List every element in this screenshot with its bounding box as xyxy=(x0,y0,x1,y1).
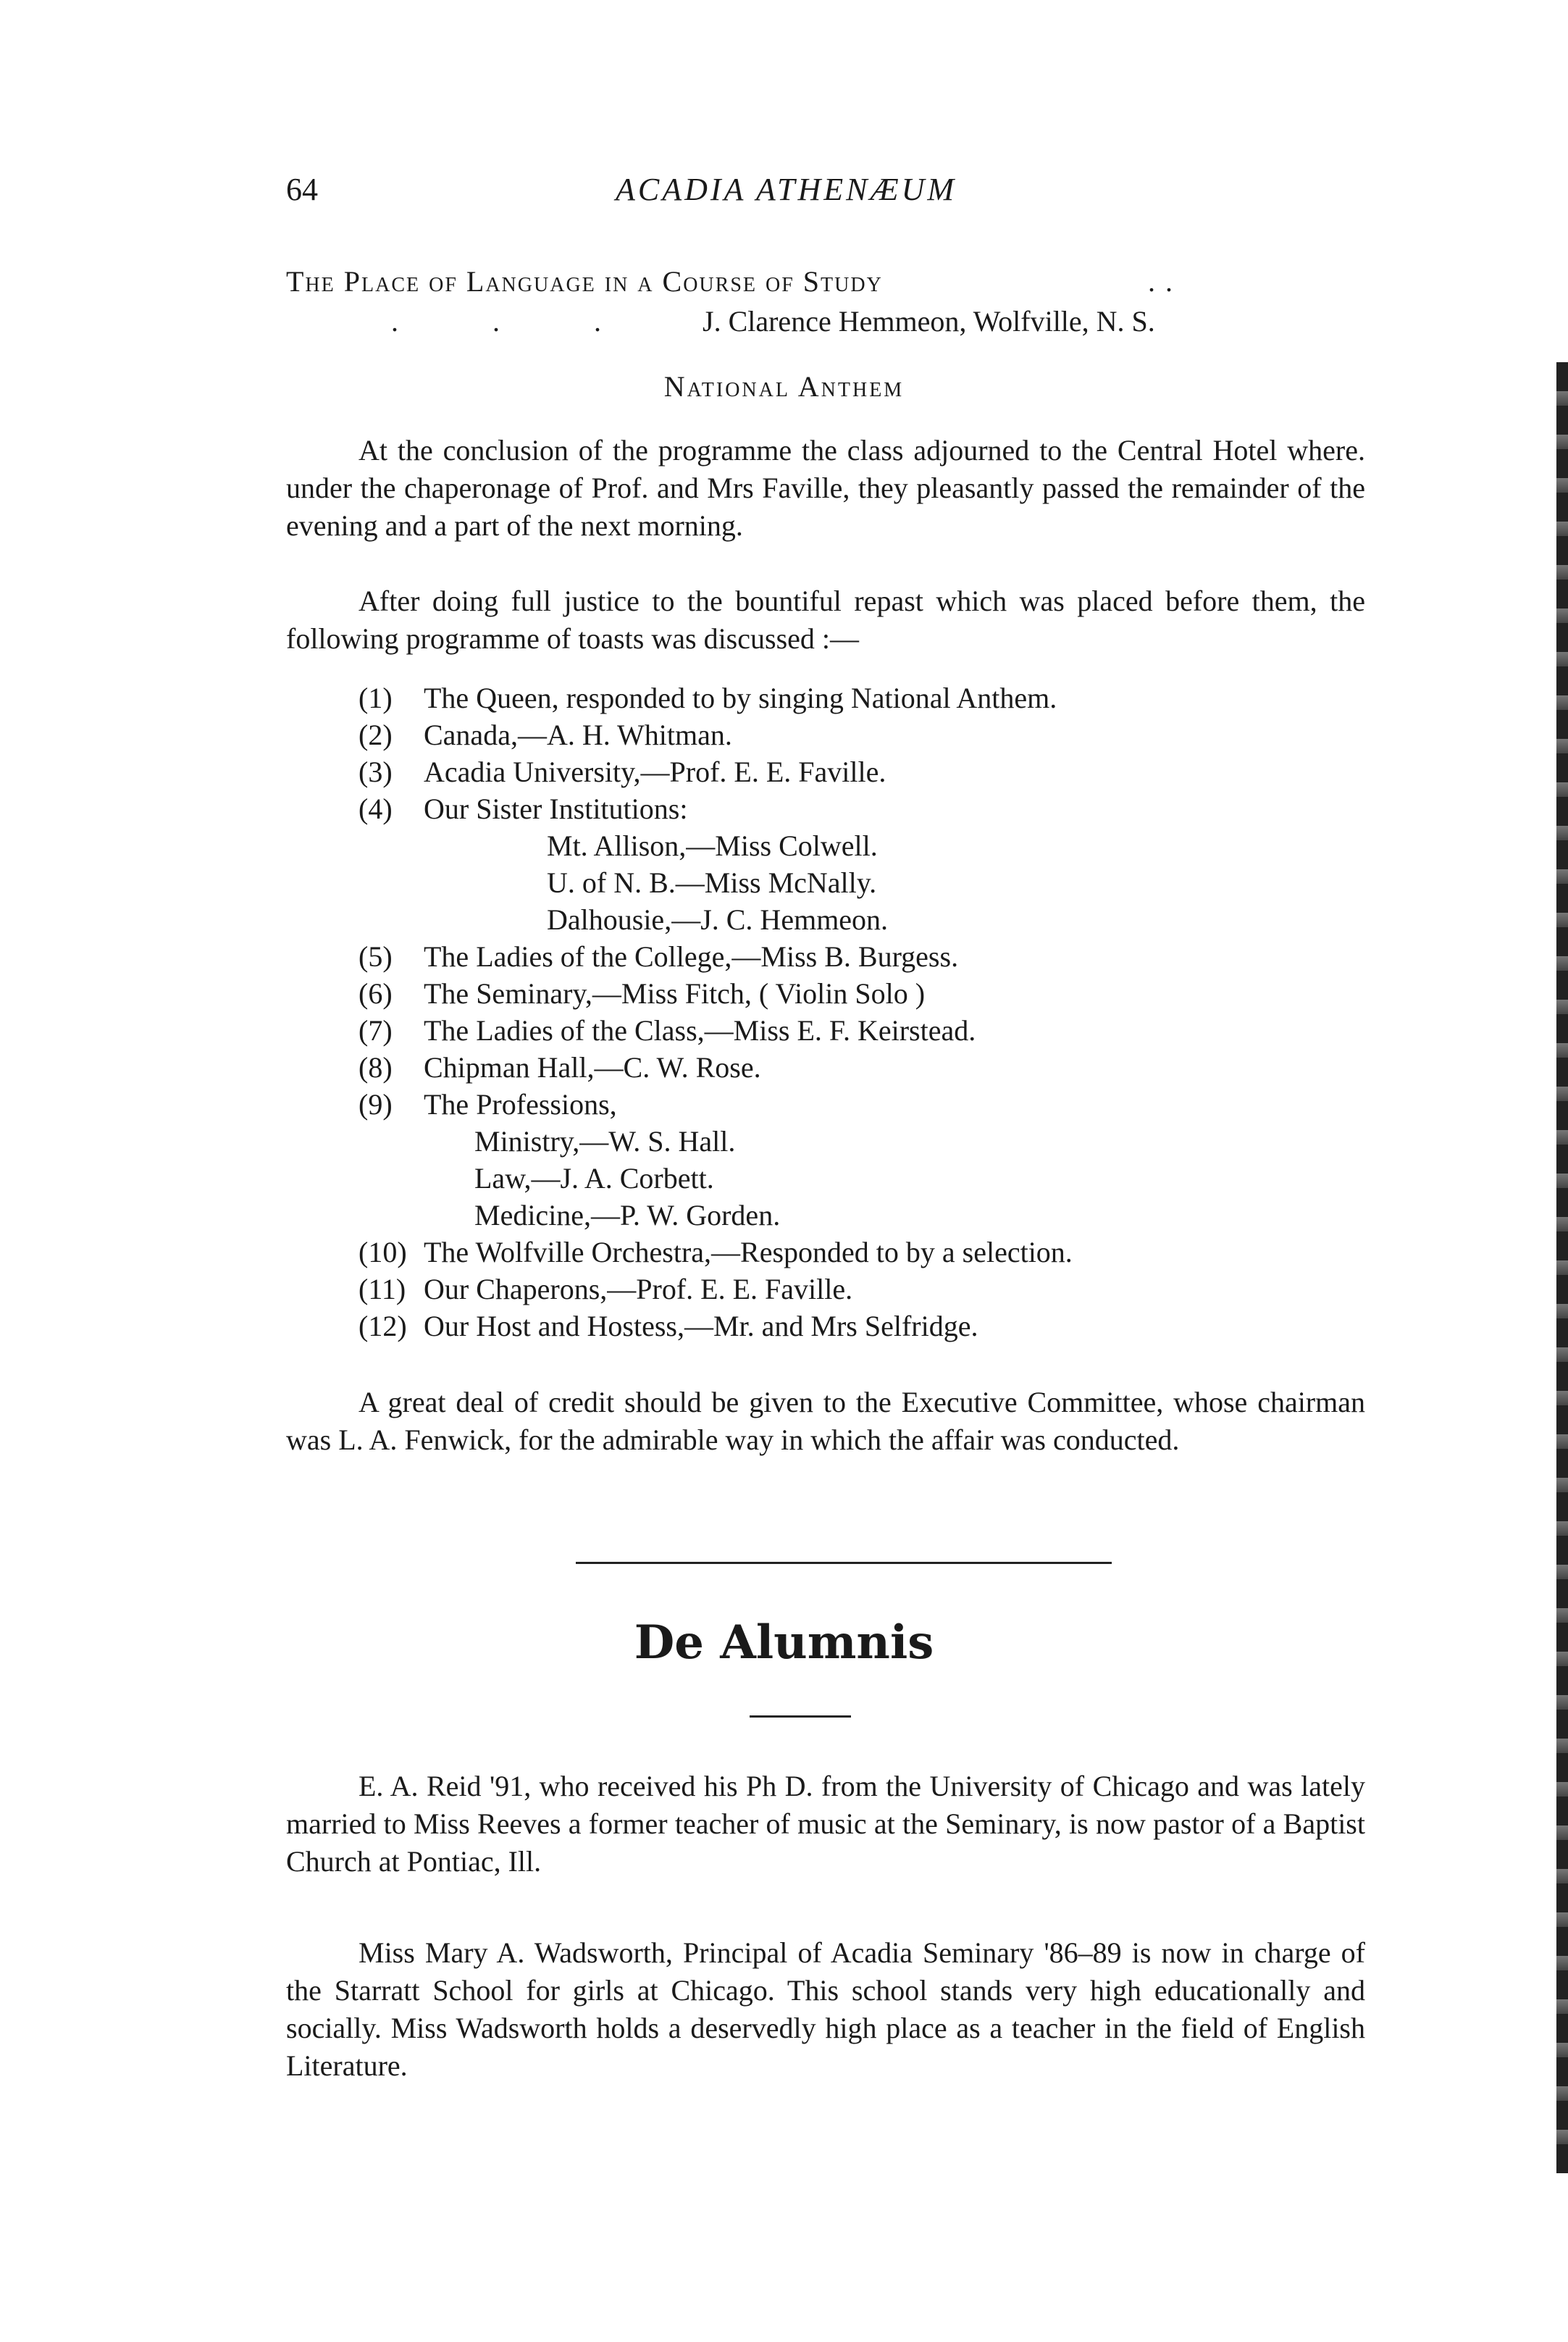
list-item: (7) The Ladies of the Class,—Miss E. F. Keirstead. xyxy=(359,1014,976,1047)
list-item: (8) Chipman Hall,—C. W. Rose. xyxy=(359,1051,761,1084)
list-subitem: Medicine,—P. W. Gorden. xyxy=(474,1199,781,1231)
list-subitem: Ministry,—W. S. Hall. xyxy=(474,1125,736,1158)
scan-edge xyxy=(1556,362,1568,2173)
paragraph xyxy=(286,1768,1365,1881)
paragraph-text: At the conclusion of the programme the class adjourned to the Central Hotel where. under the chaperonage of Prof. and Mrs Faville, they pleasantly passed the remainder of the evening and a part of the next morning. xyxy=(286,434,1365,542)
programme-item-author-text: J. Clarence Hemmeon, Wolfville, N. S. xyxy=(703,305,1155,338)
paragraph-text: After doing full justice to the bountiful repast which was placed before them, the following programme of toasts was discussed :— xyxy=(286,585,1365,655)
list-item: (3) Acadia University,—Prof. E. E. Faville. xyxy=(359,756,886,788)
list-item: (10) The Wolfville Orchestra,—Responded to by a selection. xyxy=(359,1236,1073,1268)
running-title: ACADIA ATHENÆUM xyxy=(616,172,957,207)
programme-item-author xyxy=(391,304,1376,338)
page-number: 64 xyxy=(286,172,318,207)
list-subitem: U. of N. B.—Miss McNally. xyxy=(547,866,877,899)
list-item: (6) The Seminary,—Miss Fitch, ( Violin Solo ) xyxy=(359,977,926,1010)
list-item: (4) Our Sister Institutions: xyxy=(359,792,688,825)
list-subitem: Mt. Allison,—Miss Colwell. xyxy=(547,829,878,862)
list-item: (9) The Professions, xyxy=(359,1088,617,1121)
leader-dots: . . xyxy=(1148,265,1174,298)
page-header xyxy=(286,171,1372,214)
paragraph xyxy=(286,1384,1365,1459)
list-subitem: Law,—J. A. Corbett. xyxy=(474,1162,714,1195)
list-item: (12) Our Host and Hostess,—Mr. and Mrs Selfridge. xyxy=(359,1310,978,1342)
list-item: (1) The Queen, responded to by singing National Anthem. xyxy=(359,682,1057,714)
paragraph xyxy=(286,582,1365,658)
paragraph-text: Miss Mary A. Wadsworth, Principal of Acadia Seminary '86–89 is now in charge of the Starratt School for girls at Chicago. This school stands very high educationally and socially. Miss Wadsworth holds a deservedly high place as a teacher in the field of English Literature. xyxy=(286,1936,1365,2082)
section-divider xyxy=(576,1562,1112,1564)
section-title: De Alumnis xyxy=(634,1615,934,1670)
title-underline xyxy=(750,1715,851,1718)
paragraph-text: E. A. Reid '91, who received his Ph D. from the University of Chicago and was lately married to Miss Reeves a former teacher of music at the Seminary, is now pastor of a Baptist Church at Pontiac, Ill. xyxy=(286,1770,1365,1878)
list-item: (5) The Ladies of the College,—Miss B. Burgess. xyxy=(359,940,959,973)
paragraph xyxy=(286,432,1365,545)
list-item: (2) Canada,—A. H. Whitman. xyxy=(359,719,732,751)
programme-item-title xyxy=(286,264,1372,298)
list-subitem: Dalhousie,—J. C. Hemmeon. xyxy=(547,903,889,936)
paragraph-text: A great deal of credit should be given to the Executive Committee, whose chairman was L. A. Fenwick, for the admirable way in which the affair was conducted. xyxy=(286,1386,1365,1456)
leader-dots: . . . xyxy=(391,305,645,338)
list-item: (11) Our Chaperons,—Prof. E. E. Faville. xyxy=(359,1273,853,1305)
anthem-heading: National Anthem xyxy=(663,370,905,403)
paragraph xyxy=(286,1934,1365,2085)
toast-list xyxy=(359,679,1372,1344)
programme-item-title-text: The Place of Language in a Course of Study xyxy=(286,265,883,298)
